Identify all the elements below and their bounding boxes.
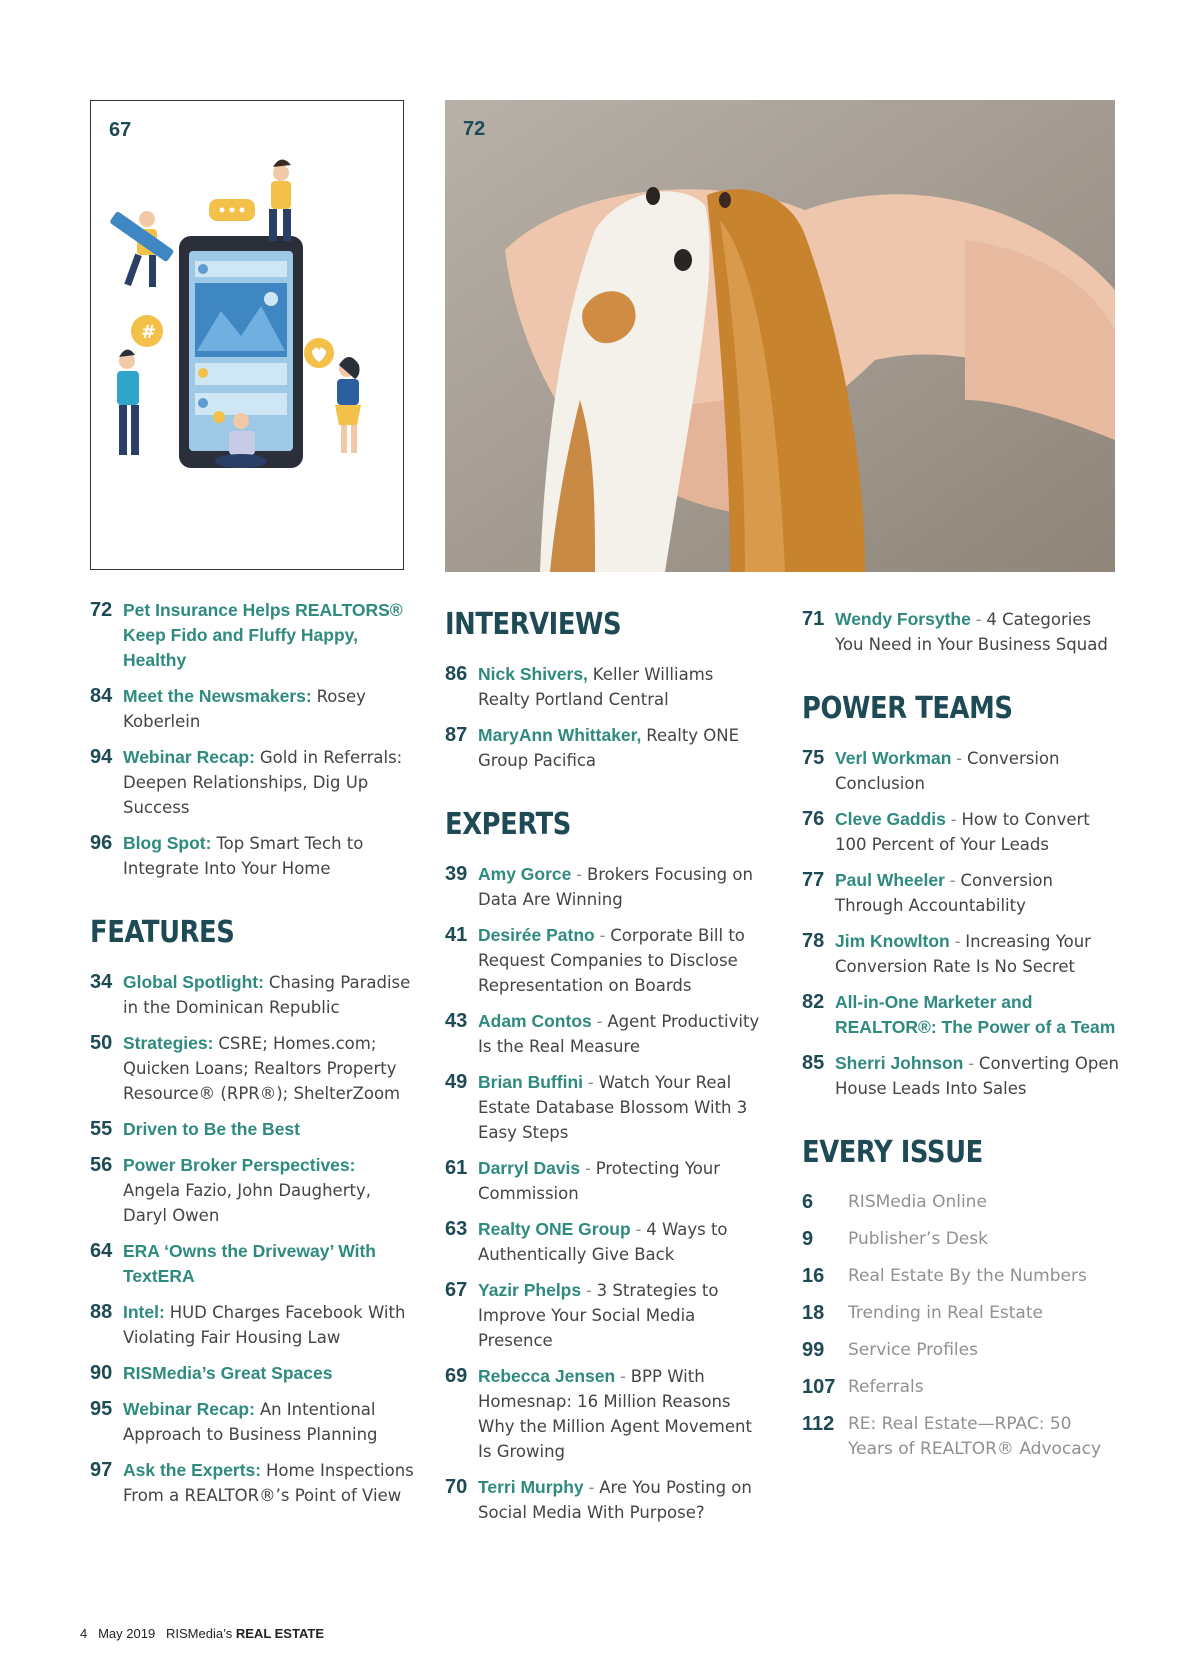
toc-entry[interactable]: 50 Strategies: CSRE; Homes.com; Quicken Loans; Realtors Property Resource® (RPR®); ShelterZoom <box>90 1032 401 1103</box>
toc-entry[interactable]: 88 Intel: HUD Charges Facebook With Violating Fair Housing Law <box>90 1301 406 1347</box>
toc-entry[interactable]: 84 Meet the Newsmakers: Rosey Koberlein <box>90 685 366 731</box>
toc-entry[interactable]: 95 Webinar Recap: An Intentional Approach to Business Planning <box>90 1398 378 1444</box>
toc-entry[interactable]: 41 Desirée Patno - Corporate Bill to Request Companies to Disclose Representation on Boards <box>445 924 745 995</box>
toc-entry[interactable]: 56 Power Broker Perspectives: Angela Fazio, John Daugherty, Daryl Owen <box>90 1154 371 1225</box>
toc-entry[interactable]: 69 Rebecca Jensen - BPP With Homesnap: 16 Million Reasons Why the Million Agent Movement Is Growing <box>445 1365 752 1461</box>
every-issue-item[interactable]: 99 Service Profiles <box>802 1339 978 1361</box>
toc-entry[interactable]: 90 RISMedia’s Great Spaces <box>90 1362 333 1384</box>
column-1 <box>90 598 415 1519</box>
power-teams-heading: POWER TEAMS <box>802 691 1013 726</box>
every-issue-heading: EVERY ISSUE <box>802 1135 983 1170</box>
toc-entry[interactable]: 78 Jim Knowlton - Increasing Your Conversion Rate Is No Secret <box>802 930 1091 976</box>
toc-entry[interactable]: 94 Webinar Recap: Gold in Referrals: Deepen Relationships, Dig Up Success <box>90 746 403 817</box>
footer-publisher: RISMedia’s <box>166 1626 233 1641</box>
photo-page-number: 72 <box>463 118 486 140</box>
toc-entry[interactable]: 75 Verl Workman - Conversion Conclusion <box>802 747 1060 793</box>
toc-entry[interactable]: 77 Paul Wheeler - Conversion Through Accountability <box>802 869 1053 915</box>
illustration-page-number: 67 <box>109 119 132 141</box>
features-heading: FEATURES <box>90 915 235 950</box>
svg-text:#: # <box>141 322 157 343</box>
toc-entry[interactable]: 39 Amy Gorce - Brokers Focusing on Data Are Winning <box>445 863 753 909</box>
toc-entry[interactable]: 63 Realty ONE Group - 4 Ways to Authentically Give Back <box>445 1218 728 1264</box>
every-issue-item[interactable]: 9 Publisher’s Desk <box>802 1228 988 1250</box>
toc-entry[interactable]: 72 Pet Insurance Helps REALTORS® Keep Fido and Fluffy Happy, Healthy <box>90 599 403 670</box>
social-media-illustration <box>91 101 403 569</box>
toc-entry[interactable]: 76 Cleve Gaddis - How to Convert 100 Percent of Your Leads <box>802 808 1090 854</box>
every-issue-item[interactable]: 18 Trending in Real Estate <box>802 1302 1043 1324</box>
column-3 <box>802 607 1120 1474</box>
toc-entry[interactable]: 34 Global Spotlight: Chasing Paradise in the Dominican Republic <box>90 971 411 1017</box>
toc-entry[interactable]: 71 Wendy Forsythe - 4 Categories You Need in Your Business Squad <box>802 608 1108 654</box>
toc-entry[interactable]: 43 Adam Contos - Agent Productivity Is the Real Measure <box>445 1010 760 1056</box>
toc-entry[interactable]: 97 Ask the Experts: Home Inspections From a REALTOR®’s Point of View <box>90 1459 414 1505</box>
page-footer <box>80 1626 324 1641</box>
toc-entry[interactable]: 70 Terri Murphy - Are You Posting on Social Media With Purpose? <box>445 1476 752 1522</box>
toc-entry[interactable]: 96 Blog Spot: Top Smart Tech to Integrate Into Your Home <box>90 832 364 878</box>
paw-photo <box>445 100 1115 572</box>
toc-entry[interactable]: 85 Sherri Johnson - Converting Open House Leads Into Sales <box>802 1052 1119 1098</box>
toc-entry[interactable]: 64 ERA ‘Owns the Driveway’ With TextERA <box>90 1240 376 1286</box>
toc-entry[interactable]: 67 Yazir Phelps - 3 Strategies to Improve Your Social Media Presence <box>445 1279 719 1350</box>
experts-heading: EXPERTS <box>445 807 571 842</box>
dog-paws-in-hands-image <box>445 100 1115 572</box>
every-issue-item[interactable]: 112 RE: Real Estate—RPAC: 50 Years of REALTOR® Advocacy <box>802 1413 1102 1459</box>
toc-entry[interactable]: 87 MaryAnn Whittaker, Realty ONE Group Pacifica <box>445 724 740 770</box>
toc-entry[interactable]: 49 Brian Buffini - Watch Your Real Estate Database Blossom With 3 Easy Steps <box>445 1071 748 1142</box>
toc-entry[interactable]: 82 All-in-One Marketer and REALTOR®: The Power of a Team <box>802 991 1116 1037</box>
every-issue-item[interactable]: 6 RISMedia Online <box>802 1191 987 1213</box>
every-issue-item[interactable]: 16 Real Estate By the Numbers <box>802 1265 1087 1287</box>
illustration-box <box>90 100 404 570</box>
interviews-heading: INTERVIEWS <box>445 607 622 642</box>
toc-entry[interactable]: 55 Driven to Be the Best <box>90 1118 300 1140</box>
footer-date: May 2019 <box>98 1626 156 1641</box>
column-2 <box>445 607 770 1536</box>
footer-magazine: REAL ESTATE <box>235 1626 324 1641</box>
toc-entry[interactable]: 61 Darryl Davis - Protecting Your Commission <box>445 1157 721 1203</box>
toc-entry[interactable]: 86 Nick Shivers, Keller Williams Realty Portland Central <box>445 663 714 709</box>
footer-page-number: 4 <box>80 1626 88 1641</box>
every-issue-item[interactable]: 107 Referrals <box>802 1376 924 1398</box>
